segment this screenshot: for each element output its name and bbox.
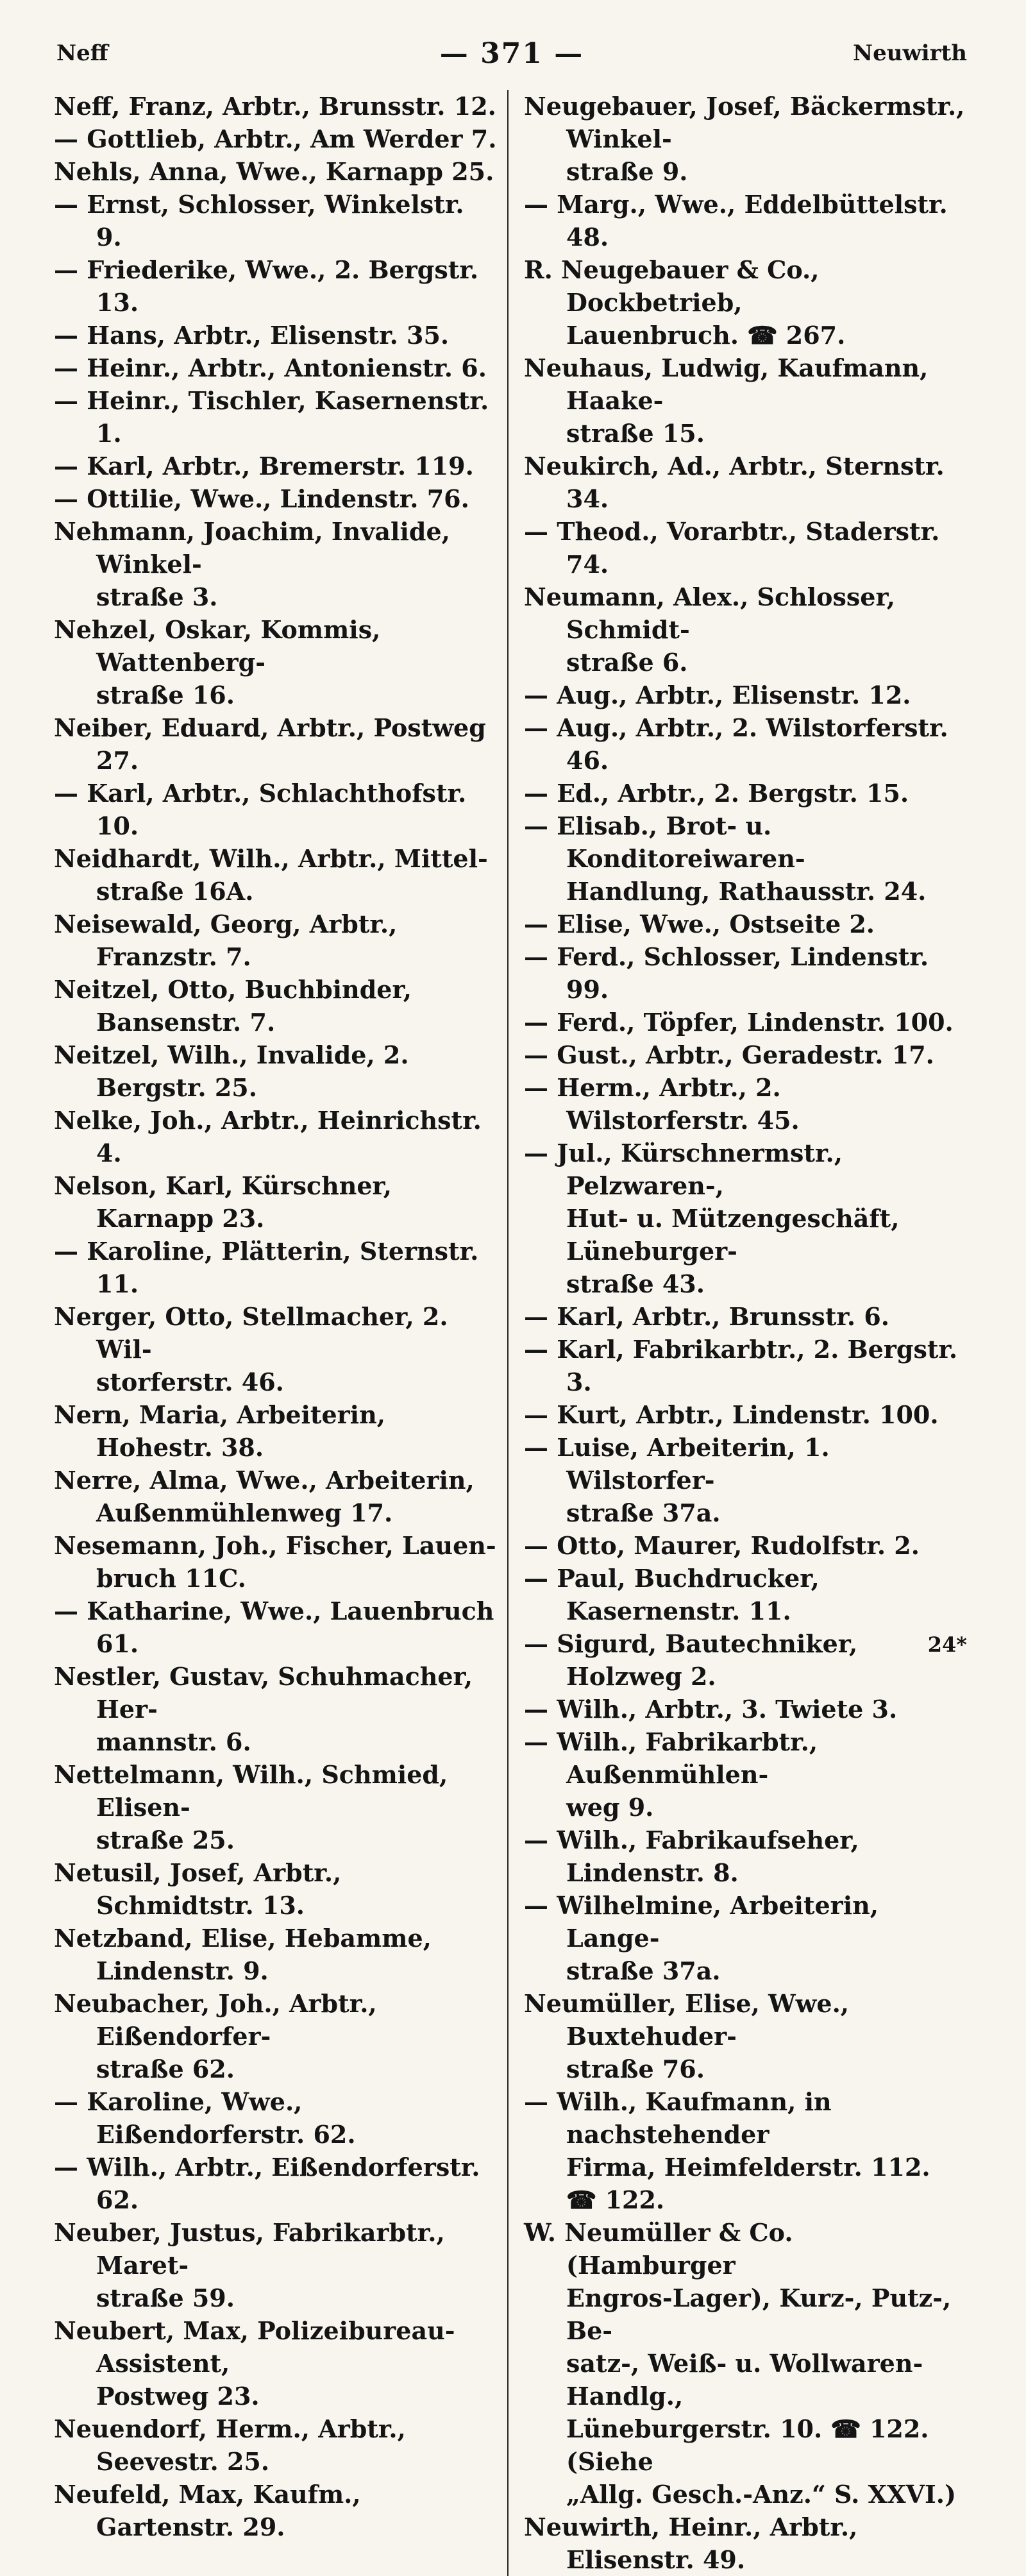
directory-entry: Neufeld, Max, Kaufm., Gartenstr. 29. [54, 2480, 361, 2541]
sheet-signature: 24* [927, 1632, 967, 1657]
directory-entry: Netzband, Elise, Hebamme, Lindenstr. 9. [54, 1924, 432, 1985]
directory-entry: — Karl, Arbtr., Bremerstr. 119. [54, 452, 474, 480]
directory-entry: — Gottlieb, Arbtr., Am Werder 7. [54, 124, 497, 153]
directory-entry: Nerger, Otto, Stellmacher, 2. Wil- storferstr. 46. [54, 1302, 448, 1396]
left-column [54, 90, 509, 2576]
directory-entry: — Wilh., Fabrikaufseher, Lindenstr. 8. [524, 1826, 859, 1887]
directory-entry: — Kurt, Arbtr., Lindenstr. 100. [524, 1400, 939, 1429]
directory-entry: Neuber, Justus, Fabrikarbtr., Maret- straße 59. [54, 2218, 445, 2312]
directory-entry: Nelke, Joh., Arbtr., Heinrichstr. 4. [54, 1106, 482, 1167]
page-header [56, 31, 967, 76]
directory-entry: Nerre, Alma, Wwe., Arbeiterin, Außenmühlenweg 17. [54, 1466, 475, 1527]
directory-entry: — Jul., Kürschnermstr., Pelzwaren-, Hut- u. Mützengeschäft, Lüneburger- straße 43. [524, 1139, 900, 1298]
header-right-keyword: Neuwirth [853, 40, 967, 66]
header-left-keyword: Neff [56, 40, 108, 66]
directory-entry: — Wilhelmine, Arbeiterin, Lange- straße 37a. [524, 1891, 879, 1985]
right-column [509, 90, 967, 2576]
directory-columns [54, 90, 967, 2576]
directory-entry: Nehzel, Oskar, Kommis, Wattenberg- straße 16. [54, 615, 381, 709]
directory-entry: Netusil, Josef, Arbtr., Schmidtstr. 13. [54, 1858, 342, 1920]
directory-entry: Neumüller, Elise, Wwe., Buxtehuder- straße 76. [524, 1989, 850, 2083]
directory-entry: — Ed., Arbtr., 2. Bergstr. 15. [524, 779, 909, 808]
directory-entry: — Karl, Fabrikarbtr., 2. Bergstr. 3. [524, 1335, 958, 1396]
directory-entry: — Herm., Arbtr., 2. Wilstorferstr. 45. [524, 1073, 800, 1135]
directory-entry: — Hans, Arbtr., Elisenstr. 35. [54, 321, 450, 350]
directory-entry: Nelson, Karl, Kürschner, Karnapp 23. [54, 1171, 392, 1233]
directory-entry: Neubert, Max, Polizeibureau-Assistent, Postweg 23. [54, 2316, 455, 2411]
directory-entry: — Karoline, Plätterin, Sternstr. 11. [54, 1237, 479, 1298]
directory-entry: — Ernst, Schlosser, Winkelstr. 9. [54, 190, 464, 251]
directory-entry: — Wilh., Fabrikarbtr., Außenmühlen- weg 9. [524, 1727, 818, 1822]
directory-entry: Neuendorf, Herm., Arbtr., Seevestr. 25. [54, 2414, 406, 2476]
directory-entry: — Friederike, Wwe., 2. Bergstr. 13. [54, 255, 479, 317]
directory-entry: — Paul, Buchdrucker, Kasernenstr. 11. [524, 1564, 820, 1625]
directory-entry: — Elisab., Brot- u. Konditoreiwaren- Handlung, Rathausstr. 24. [524, 811, 927, 906]
directory-entry: — Ferd., Schlosser, Lindenstr. 99. [524, 942, 929, 1004]
directory-entry: — Theod., Vorarbtr., Staderstr. 74. [524, 517, 940, 579]
directory-entry: Nehls, Anna, Wwe., Karnapp 25. [54, 157, 494, 186]
directory-entry: R. Neugebauer & Co., Dockbetrieb, Lauenbruch. ☎ 267. [524, 255, 846, 350]
directory-entry: Neugebauer, Josef, Bäckermstr., Winkel- straße 9. [524, 92, 965, 186]
directory-entry: — Karoline, Wwe., Eißendorferstr. 62. [54, 2087, 356, 2149]
directory-entry: — Gust., Arbtr., Geradestr. 17. [524, 1040, 934, 1069]
directory-entry: — Wilh., Arbtr., 3. Twiete 3. [524, 1695, 898, 1724]
directory-entry: Neitzel, Otto, Buchbinder, Bansenstr. 7. [54, 975, 412, 1037]
directory-entry: — Karl, Arbtr., Schlachthofstr. 10. [54, 779, 467, 840]
directory-entry: — Aug., Arbtr., 2. Wilstorferstr. 46. [524, 713, 948, 775]
directory-entry: — Marg., Wwe., Eddelbüttelstr. 48. [524, 190, 948, 251]
directory-entry: Neukirch, Ad., Arbtr., Sternstr. 34. [524, 452, 945, 513]
directory-entry: — Aug., Arbtr., Elisenstr. 12. [524, 681, 911, 709]
directory-entry: Nestler, Gustav, Schuhmacher, Her- mannstr. 6. [54, 1662, 473, 1756]
directory-entry: W. Neumüller & Co. (Hamburger Engros-Lager), Kurz-, Putz-, Be- satz-, Weiß- u. Wollwaren-Handlg., Lüneburgerstr. 10. ☎ 122. (Siehe „Allg. Gesch.-Anz.“ S. XXVI.) [524, 2218, 957, 2509]
directory-entry: — Ottilie, Wwe., Lindenstr. 76. [54, 484, 469, 513]
directory-entry: — Wilh., Arbtr., Eißendorferstr. 62. [54, 2153, 480, 2214]
directory-entry: Nettelmann, Wilh., Schmied, Elisen- straße 25. [54, 1760, 448, 1854]
directory-entry: — Ferd., Töpfer, Lindenstr. 100. [524, 1008, 954, 1037]
directory-entry: Nehmann, Joachim, Invalide, Winkel- straße 3. [54, 517, 450, 611]
directory-entry: Neubacher, Joh., Arbtr., Eißendorfer- straße 62. [54, 1989, 377, 2083]
directory-entry: Neumann, Alex., Schlosser, Schmidt- straße 6. [524, 582, 895, 677]
directory-entry: Neff, Franz, Arbtr., Brunsstr. 12. [54, 92, 496, 121]
directory-entry: — Heinr., Arbtr., Antonienstr. 6. [54, 353, 487, 382]
directory-entry: — Elise, Wwe., Ostseite 2. [524, 910, 875, 938]
directory-entry: Neuwirth, Heinr., Arbtr., Elisenstr. 49. [524, 2512, 858, 2574]
directory-entry: Neuhaus, Ludwig, Kaufmann, Haake- straße 15. [524, 353, 929, 448]
directory-entry: — Heinr., Tischler, Kasernenstr. 1. [54, 386, 489, 448]
directory-entry: — Wilh., Kaufmann, in nachstehender Firma, Heimfelderstr. 112. ☎ 122. [524, 2087, 930, 2214]
directory-entry: Nesemann, Joh., Fischer, Lauen- bruch 11C. [54, 1531, 496, 1593]
directory-entry: — Otto, Maurer, Rudolfstr. 2. [524, 1531, 920, 1560]
directory-entry: — Karl, Arbtr., Brunsstr. 6. [524, 1302, 890, 1331]
directory-entry: — Luise, Arbeiterin, 1. Wilstorfer- straße 37a. [524, 1433, 830, 1527]
directory-entry: Neitzel, Wilh., Invalide, 2. Bergstr. 25. [54, 1040, 409, 1102]
directory-entry: Neisewald, Georg, Arbtr., Franzstr. 7. [54, 910, 398, 971]
directory-entry: Neidhardt, Wilh., Arbtr., Mittel- straße 16A. [54, 844, 488, 906]
page-number: — 371 — [439, 37, 584, 70]
directory-entry: — Sigurd, Bautechniker, Holzweg 2. [524, 1629, 858, 1691]
directory-entry: Neiber, Eduard, Arbtr., Postweg 27. [54, 713, 486, 775]
directory-entry: — Katharine, Wwe., Lauenbruch 61. [54, 1597, 494, 1658]
directory-entry: Nern, Maria, Arbeiterin, Hohestr. 38. [54, 1400, 385, 1462]
